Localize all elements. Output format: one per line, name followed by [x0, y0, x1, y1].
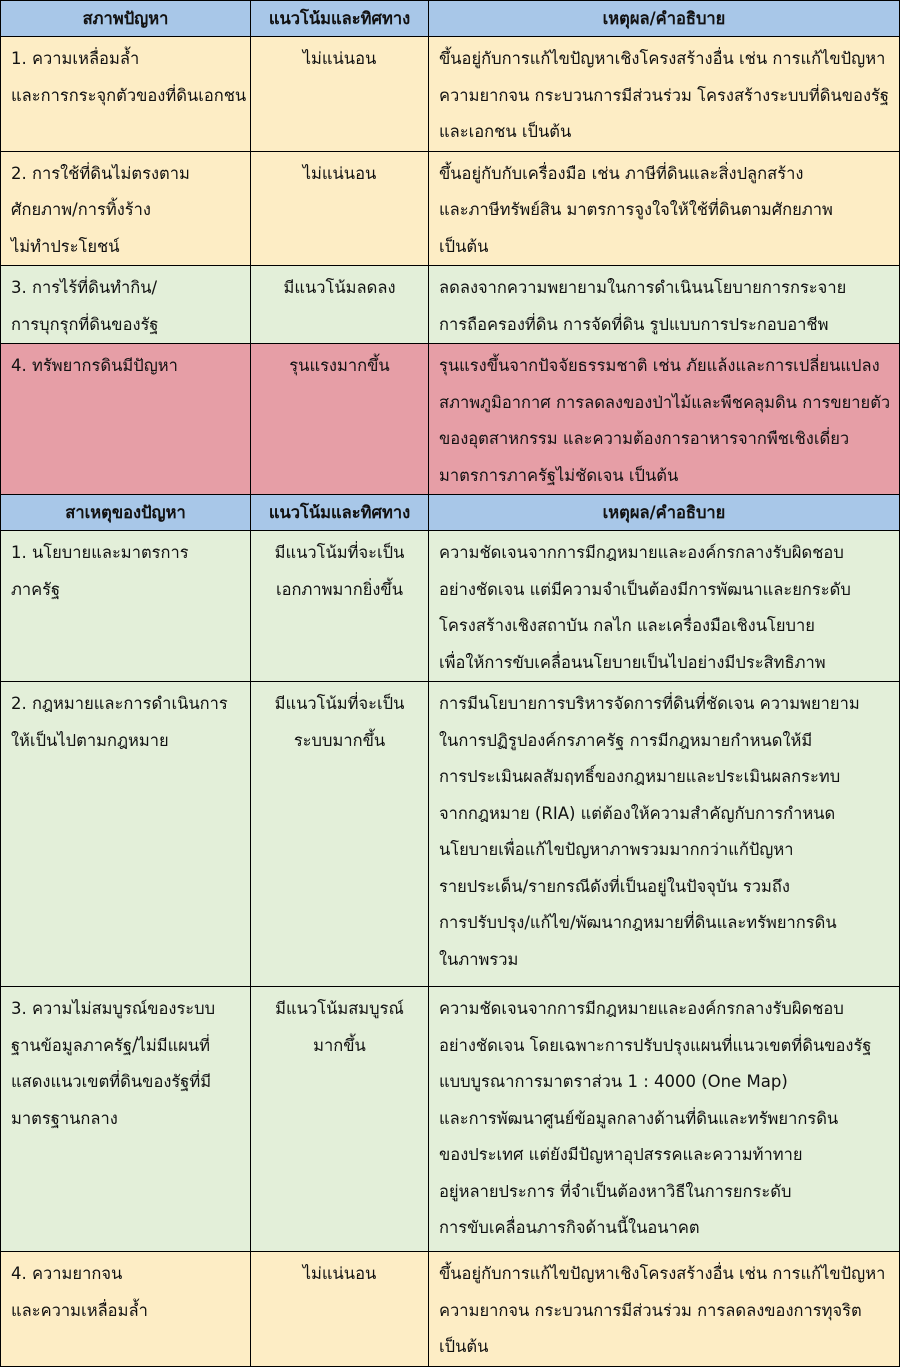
trend-cell [251, 987, 429, 1252]
cell-line: การบุกรุกที่ดินของรัฐ [11, 314, 159, 334]
cell-line: ขึ้นอยู่กับการแก้ไขปัญหาเชิงโครงสร้างอื่น เช่น การแก้ไขปัญหา [439, 49, 886, 68]
cell-line: จากกฎหมาย (RIA) แต่ต้องให้ความสำคัญกับการกำหนด [439, 803, 836, 823]
cell-line: ภาครัฐ [11, 579, 61, 599]
table-row [1, 151, 900, 266]
cell-line: มีแนวโน้มลดลง [283, 278, 396, 297]
cell-line: ความชัดเจนจากการมีกฎหมายและองค์กรกลางรับผิดชอบ [439, 543, 844, 562]
cell-line: รุนแรงมากขึ้น [289, 356, 390, 375]
reason-cell [429, 344, 900, 495]
cause-cell [1, 682, 251, 987]
cell-line: 4. ความยากจน [11, 1264, 123, 1283]
cause-cell [1, 1252, 251, 1367]
cell-line: ไม่ทำประโยชน์ [11, 236, 120, 256]
header-trend: แนวโน้มและทิศทาง [251, 1, 429, 37]
reason-cell [429, 266, 900, 344]
table-row [1, 344, 900, 495]
header-trend: แนวโน้มและทิศทาง [251, 495, 429, 531]
cell-line: ศักยภาพ/การทิ้งร้าง [11, 200, 151, 219]
cell-line: 4. ทรัพยากรดินมีปัญหา [11, 356, 178, 375]
cell-line: ในการปฏิรูปองค์กรภาครัฐ การมีกฎหมายกำหนดให้มี [439, 730, 813, 750]
cell-line: เพื่อให้การขับเคลื่อนนโยบายเป็นไปอย่างมีประสิทธิภาพ [439, 652, 826, 672]
table-row [1, 266, 900, 344]
cell-line: ขึ้นอยู่กับกับเครื่องมือ เช่น ภาษีที่ดินและสิ่งปลูกสร้าง [439, 163, 804, 183]
cell-line: ของอุตสาหกรรม และความต้องการอาหารจากพืชเชิงเดี่ยว [439, 429, 850, 448]
table-row [1, 37, 900, 152]
table-row [1, 1252, 900, 1367]
header-cause: สาเหตุของปัญหา [1, 495, 251, 531]
cell-line: ระบบมากขึ้น [293, 730, 386, 750]
cell-line: และการกระจุกตัวของที่ดินเอกชน [11, 85, 247, 105]
cell-line: โครงสร้างเชิงสถาบัน กลไก และเครื่องมือเชิงนโยบาย [439, 616, 815, 635]
cell-line: 3. การไร้ที่ดินทำกิน/ [11, 278, 158, 297]
cell-line: อย่างชัดเจน โดยเฉพาะการปรับปรุงแผนที่แนวเขตที่ดินของรัฐ [439, 1035, 872, 1055]
reason-cell [429, 682, 900, 987]
cell-line: ไม่แน่นอน [302, 163, 377, 183]
reason-cell [429, 1252, 900, 1367]
table-row [1, 531, 900, 682]
cell-line: มีแนวโน้มที่จะเป็น [274, 543, 405, 562]
trend-cell [251, 151, 429, 266]
cell-line: ไม่แน่นอน [302, 1264, 377, 1283]
cell-line: แบบบูรณาการมาตราส่วน 1 : 4000 (One Map) [439, 1072, 788, 1091]
trend-cell [251, 1252, 429, 1367]
problem-cell [1, 37, 251, 152]
cell-line: รายประเด็น/รายกรณีดังที่เป็นอยู่ในปัจจุบัน รวมถึง [439, 876, 790, 896]
cell-line: เป็นต้น [439, 236, 489, 256]
table-row [1, 682, 900, 987]
problem-cell [1, 151, 251, 266]
cell-line: อยู่หลายประการ ที่จำเป็นต้องหาวิธีในการยกระดับ [439, 1181, 792, 1201]
problem-cell [1, 344, 251, 495]
cell-line: และภาษีทรัพย์สิน มาตรการจูงใจให้ใช้ที่ดินตามศักยภาพ [439, 200, 833, 219]
cell-line: 2. กฎหมายและการดำเนินการ [11, 694, 228, 713]
cell-line: และเอกชน เป็นต้น [439, 122, 572, 141]
cell-line: เป็นต้น [439, 1337, 489, 1356]
cell-line: มาตรการภาครัฐไม่ชัดเจน เป็นต้น [439, 465, 679, 485]
cell-line: ความยากจน กระบวนการมีส่วนร่วม การลดลงของการทุจริต [439, 1300, 862, 1320]
cell-line: ให้เป็นไปตามกฎหมาย [11, 730, 169, 750]
cell-line: ฐานข้อมูลภาครัฐ/ไม่มีแผนที่ [11, 1035, 211, 1055]
cell-line: และการพัฒนาศูนย์ข้อมูลกลางด้านที่ดินและทรัพยากรดิน [439, 1108, 839, 1128]
reason-cell [429, 151, 900, 266]
cell-line: มาตรฐานกลาง [11, 1108, 118, 1128]
cause-cell [1, 531, 251, 682]
trend-cell [251, 344, 429, 495]
cell-line: ไม่แน่นอน [302, 49, 377, 68]
section1-header-row [1, 1, 900, 37]
cell-line: ของประเทศ แต่ยังมีปัญหาอุปสรรคและความท้าทาย [439, 1145, 803, 1164]
header-reason: เหตุผล/คำอธิบาย [429, 495, 900, 531]
reason-cell [429, 987, 900, 1252]
header-problem: สภาพปัญหา [1, 1, 251, 37]
cell-line: 1. นโยบายและมาตรการ [11, 543, 189, 562]
cause-cell [1, 987, 251, 1252]
cell-line: ความยากจน กระบวนการมีส่วนร่วม โครงสร้างระบบที่ดินของรัฐ [439, 85, 889, 105]
cell-line: ความชัดเจนจากการมีกฎหมายและองค์กรกลางรับผิดชอบ [439, 999, 844, 1018]
trend-cell [251, 37, 429, 152]
cell-line: การประเมินผลสัมฤทธิ์ของกฎหมายและประเมินผลกระทบ [439, 767, 841, 786]
cell-line: อย่างชัดเจน แต่มีความจำเป็นต้องมีการพัฒนาและยกระดับ [439, 579, 851, 599]
cell-line: มีแนวโน้มที่จะเป็น [274, 694, 405, 713]
cell-line: 1. ความเหลื่อมล้ำ [11, 49, 140, 68]
problem-cell [1, 266, 251, 344]
cell-line: การปรับปรุง/แก้ไข/พัฒนากฎหมายที่ดินและทรัพยากรดิน [439, 913, 837, 932]
cell-line: เอกภาพมากยิ่งขึ้น [276, 579, 403, 599]
cell-line: รุนแรงขึ้นจากปัจจัยธรรมชาติ เช่น ภัยแล้งและการเปลี่ยนแปลง [439, 356, 880, 375]
trend-cell [251, 682, 429, 987]
cell-line: ขึ้นอยู่กับการแก้ไขปัญหาเชิงโครงสร้างอื่น เช่น การแก้ไขปัญหา [439, 1264, 886, 1283]
cell-line: แสดงแนวเขตที่ดินของรัฐที่มี [11, 1072, 212, 1091]
cell-line: การขับเคลื่อนภารกิจด้านนี้ในอนาคต [439, 1218, 700, 1237]
cell-line: และความเหลื่อมล้ำ [11, 1300, 148, 1320]
cell-line: มีแนวโน้มสมบูรณ์ [275, 999, 404, 1018]
header-reason: เหตุผล/คำอธิบาย [429, 1, 900, 37]
cell-line: มากขึ้น [313, 1035, 366, 1055]
cell-line: การถือครองที่ดิน การจัดที่ดิน รูปแบบการประกอบอาชีพ [439, 314, 829, 334]
trend-cell [251, 266, 429, 344]
cell-line: นโยบายเพื่อแก้ไขปัญหาภาพรวมมากกว่าแก้ปัญหา [439, 840, 794, 859]
cell-line: การมีนโยบายการบริหารจัดการที่ดินที่ชัดเจน ความพยายาม [439, 694, 860, 713]
cell-line: ลดลงจากความพยายามในการดำเนินนโยบายการกระจาย [439, 278, 847, 297]
trend-cell [251, 531, 429, 682]
cell-line: ในภาพรวม [439, 949, 519, 969]
table-row [1, 987, 900, 1252]
reason-cell [429, 37, 900, 152]
section2-header-row [1, 495, 900, 531]
cell-line: 2. การใช้ที่ดินไม่ตรงตาม [11, 163, 190, 183]
reason-cell [429, 531, 900, 682]
cell-line: สภาพภูมิอากาศ การลดลงของป่าไม้และพืชคลุมดิน การขยายตัว [439, 392, 891, 412]
cell-line: 3. ความไม่สมบูรณ์ของระบบ [11, 999, 216, 1018]
